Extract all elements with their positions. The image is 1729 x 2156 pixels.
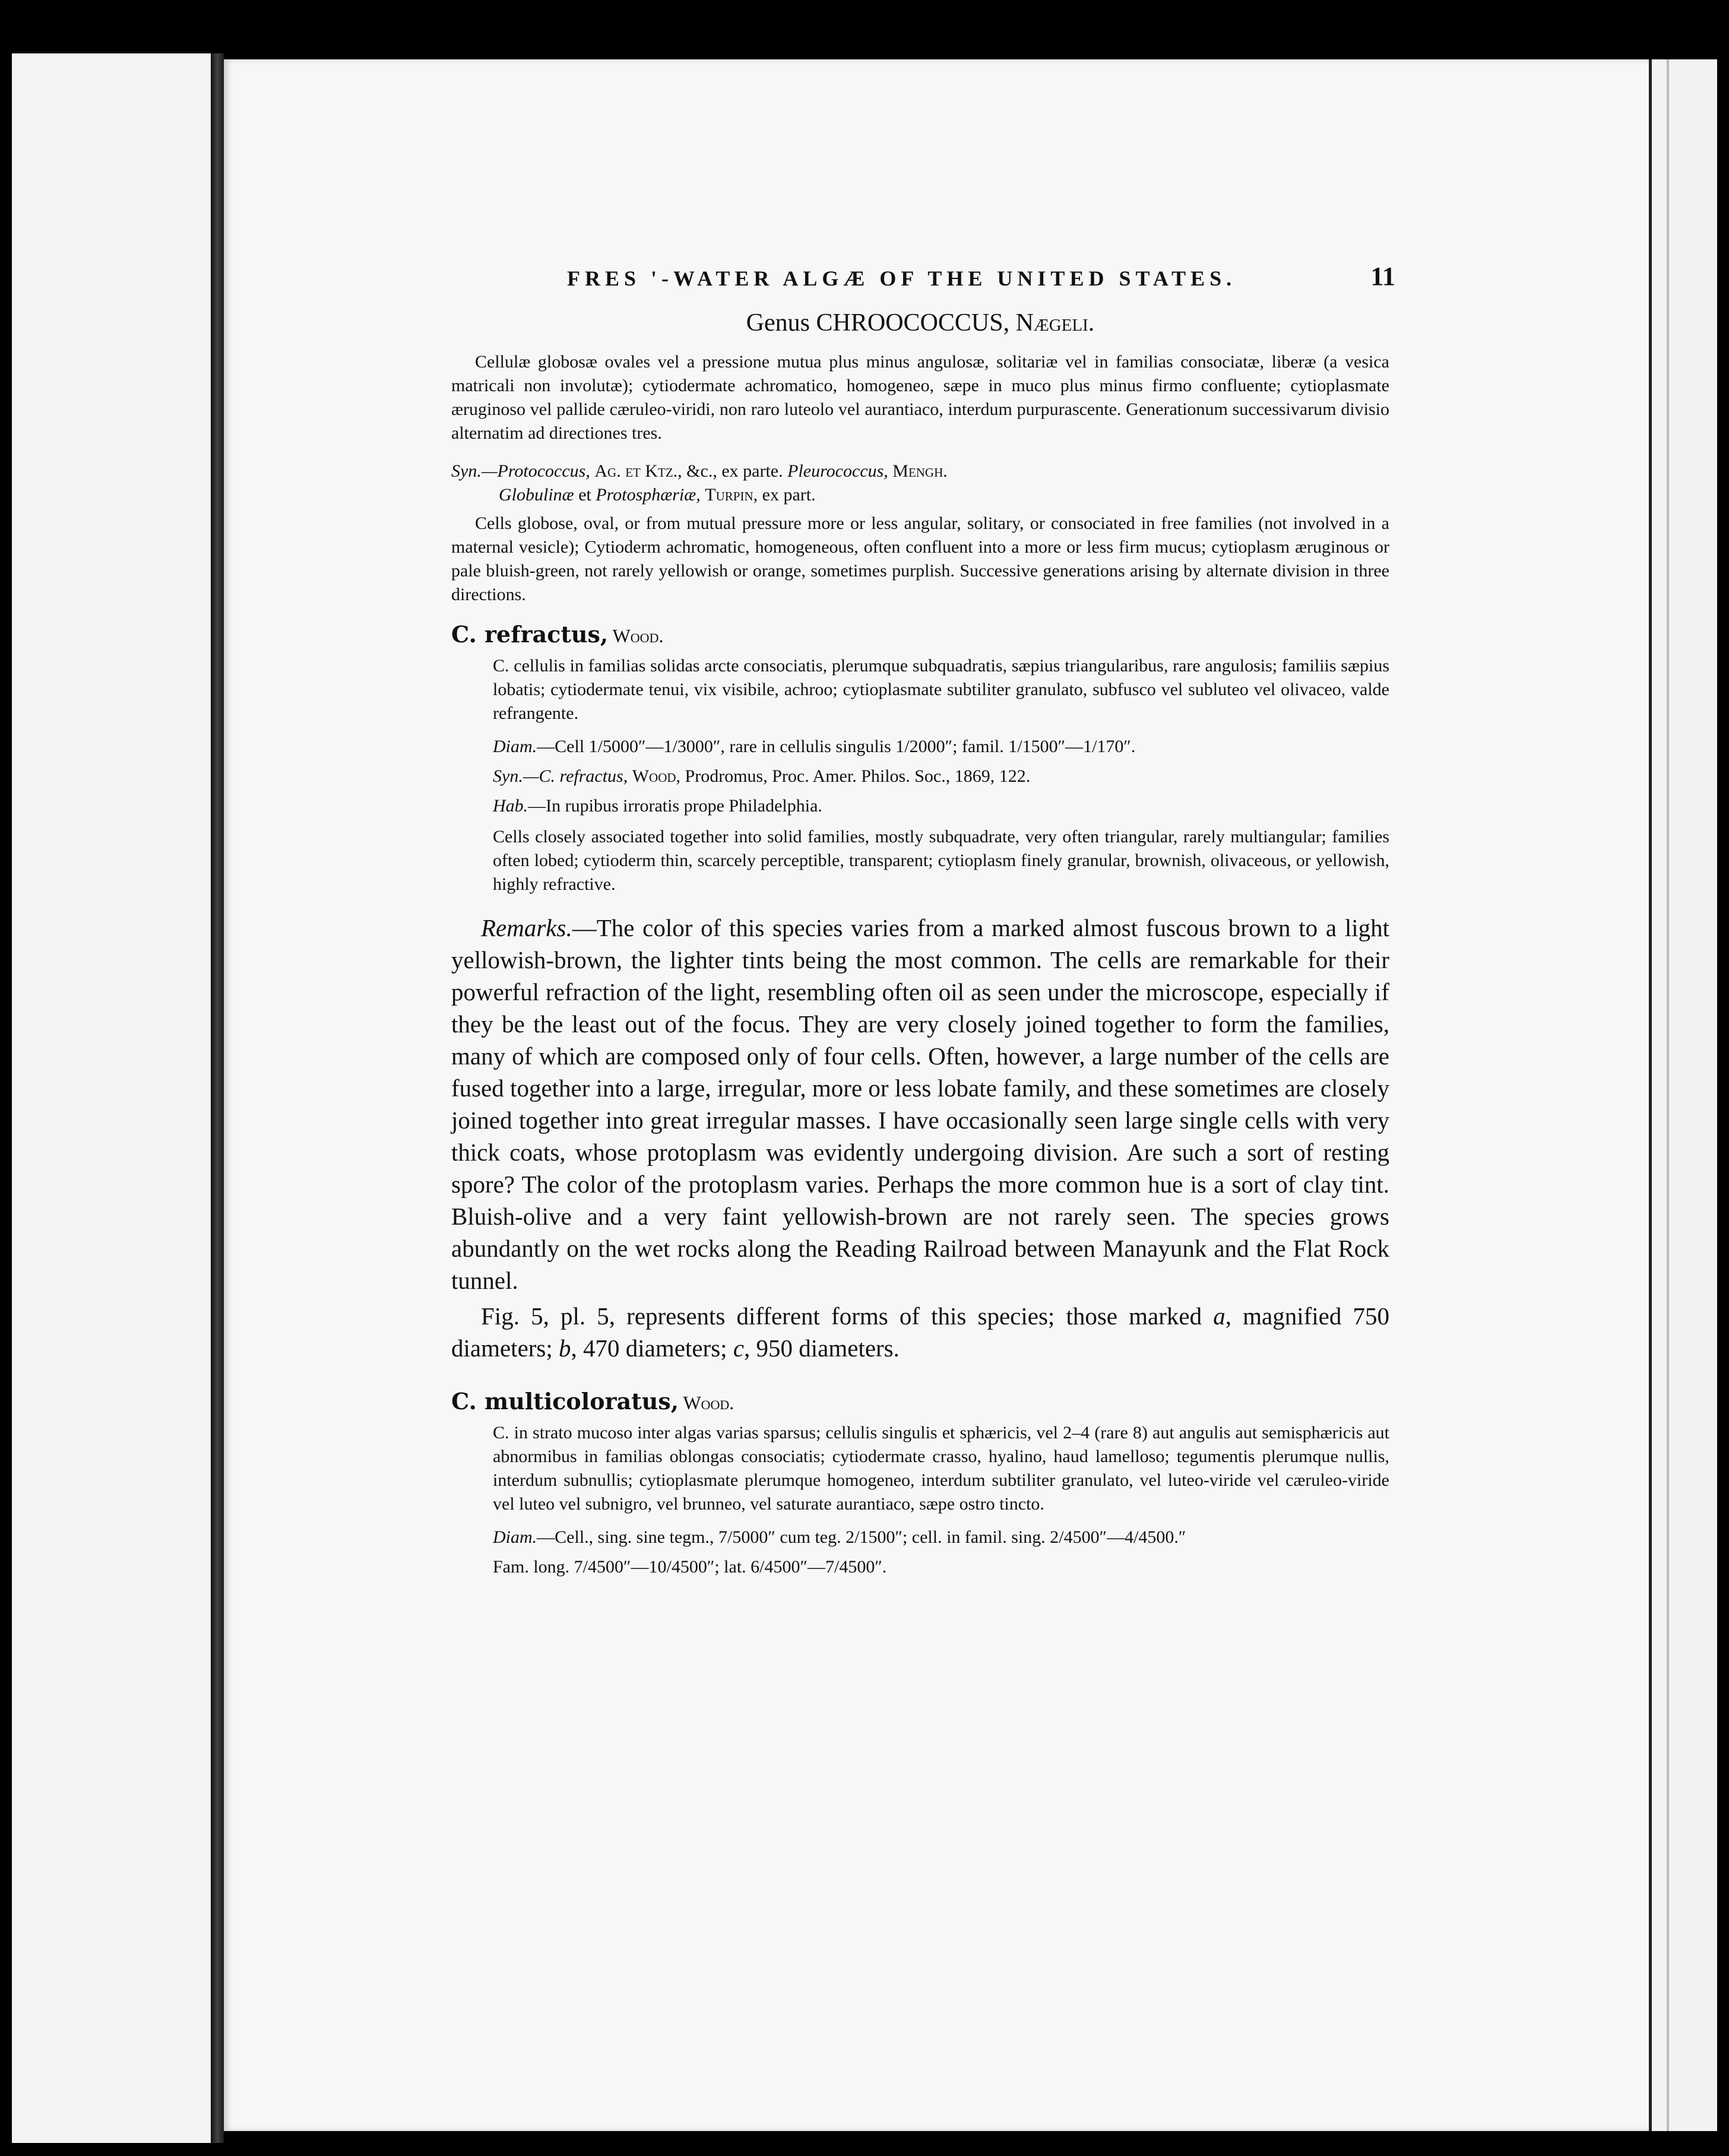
syn-line-2 xyxy=(451,483,1389,507)
diam-label: Diam. xyxy=(493,737,537,756)
species-name: C. multicoloratus, xyxy=(451,1388,679,1415)
syn-text: —C. refractus, xyxy=(522,766,632,786)
figure-paragraph xyxy=(451,1300,1389,1364)
species-authority: Wood. xyxy=(679,1392,734,1413)
diam-line xyxy=(493,734,1389,760)
remarks-label: Remarks. xyxy=(481,914,572,941)
running-head-title: FRES '-WATER ALGÆ OF THE UNITED STATES. xyxy=(567,267,1237,290)
remarks-paragraph xyxy=(451,912,1389,1296)
hab-text: —In rupibus irroratis prope Philadelphia. xyxy=(528,796,822,816)
species-heading-multicoloratus xyxy=(451,1388,1389,1415)
fig-text: , magnified 750 diameters; xyxy=(451,1302,1389,1362)
syn-text: Globulinæ xyxy=(499,485,574,505)
fig-text: , 470 diameters; xyxy=(571,1334,733,1362)
syn-text: Protosphæriæ, xyxy=(596,485,705,505)
genus-authority: Nægeli. xyxy=(1009,309,1095,337)
fig-text: Fig. 5, pl. 5, represents different forms of this species; those marked xyxy=(481,1302,1214,1330)
syn-text: , Prodromus, Proc. Amer. Philos. Soc., 1869, 122. xyxy=(676,766,1031,786)
genus-heading xyxy=(451,309,1389,337)
text-block xyxy=(451,255,1395,1584)
diam-label: Diam. xyxy=(493,1527,537,1547)
fig-text: c xyxy=(733,1334,745,1362)
fig-text: b xyxy=(559,1334,571,1362)
left-page-edge xyxy=(12,53,211,2143)
hab-line xyxy=(493,793,1389,819)
syn-author: Mengh. xyxy=(892,461,948,481)
fig-text: , 950 diameters. xyxy=(744,1334,900,1362)
genus-latin-description: Cellulæ globosæ ovales vel a pressione mutua plus minus angulosæ, solitariæ vel in familias consociatæ, liberæ (a vesica matricali non involutæ); cytiodermate achromatico, homogeneo, sæpe in muco plus minus firmo confluente; cytioplasmate æruginoso vel pallide cæruleo-viridi, non raro luteolo vel aurantiaco, interdum purpurascente. Generationum successivarum divisio alternatim ad directiones tres. xyxy=(451,352,1389,443)
species-authority: Wood. xyxy=(608,625,664,646)
genus-synonymy xyxy=(451,459,1389,507)
syn-text: , ex part. xyxy=(753,485,816,505)
species-heading-refractus xyxy=(451,621,1389,648)
hab-label: Hab. xyxy=(493,796,528,816)
species-name: C. refractus, xyxy=(451,621,609,648)
diam-line-2: Fam. long. 7/4500″—10/4500″; lat. 6/4500″—7/4500″. xyxy=(493,1557,887,1577)
genus-english-description: Cells globose, oval, or from mutual pressure more or less angular, solitary, or consociated in free families (not involved in a maternal vesicle); Cytioderm achromatic, homogeneous, often confluent into a more or less firm mucus; cytioplasm æruginous or pale bluish-green, not rarely yellowish or orange, sometimes purplish. Successive generations arising by alternate division in three directions. xyxy=(451,513,1389,604)
book-spine xyxy=(211,53,224,2143)
syn-line xyxy=(493,763,1389,790)
syn-text: Pleurococcus, xyxy=(787,461,893,481)
syn-text: et xyxy=(574,485,596,505)
syn-author: Turpin xyxy=(705,485,753,505)
right-page-edge xyxy=(1649,59,1717,2131)
species-body-multicoloratus xyxy=(451,1421,1389,1580)
syn-author: Ag. et Ktz. xyxy=(594,461,678,481)
species-latin-description: C. cellulis in familias solidas arcte consociatis, plerumque subquadratis, sæpius triangularibus, rare angulosis; familiis sæpius lobatis; cytiodermate tenui, vix visibile, achroo; cytioplasmate subtiliter granulato, subfusco vel subluteo vel olivaceo, valde refrangente. xyxy=(493,656,1389,723)
diam-line xyxy=(493,1524,1389,1551)
syn-text: , &c., ex parte. xyxy=(677,461,788,481)
syn-label: Syn. xyxy=(451,461,482,481)
fig-text: a xyxy=(1213,1302,1226,1330)
species-body-refractus xyxy=(451,654,1389,896)
syn-text: —Protococcus, xyxy=(481,461,595,481)
species-english-description: Cells closely associated together into solid families, mostly subquadrate, very often triangular, rarely multiangular; families often lobed; cytioderm thin, scarcely perceptible, transparent; cytioplasm finely granular, brownish, olivaceous, or yellowish, highly refractive. xyxy=(493,827,1389,894)
diam-text: —Cell., sing. sine tegm., 7/5000″ cum teg. 2/1500″; cell. in famil. sing. 2/4500″—4/4500.″ xyxy=(537,1527,1186,1547)
genus-prefix: Genus xyxy=(746,309,816,337)
remarks-text: —The color of this species varies from a marked almost fuscous brown to a light yellowish-brown, the lighter tints being the most common. The cells are remarkable for their powerful refraction of the light, resembling often oil as seen under the microscope, especially if they be the least out of the focus. They are very closely joined together to form the families, many of which are composed only of four cells. Often, however, a large number of the cells are fused together into a large, irregular, more or less lobate family, and these sometimes are closely joined together into great irregular masses. I have occasionally seen large single cells with very thick coats, whose protoplasm was evidently undergoing division. Are such a sort of resting spore? The color of the protoplasm varies. Perhaps the more common hue is a sort of clay tint. Bluish-olive and a very faint yellowish-brown are not rarely seen. The species grows abundantly on the wet rocks along the Reading Railroad between Manayunk and the Flat Rock tunnel. xyxy=(451,914,1389,1294)
page-number: 11 xyxy=(1370,262,1395,291)
syn-label: Syn. xyxy=(493,766,523,786)
species-latin-description: C. in strato mucoso inter algas varias sparsus; cellulis singulis et sphæricis, vel 2–4 (rare 8) aut angulis aut semisphæricis aut abnormibus in familias oblongas consociatis; cytiodermate crasso, hyalino, haud lamelloso; tegumentis plerumque nullis, interdum subnullis; cytioplasmate plerumque homogeneo, interdum subtiliter granulato, vel luteo-viride vel cæruleo-viride vel luteo vel subnigro, vel brunneo, vel saturate aurantiaco, sæpe ostro tincto. xyxy=(493,1423,1389,1514)
syn-author: Wood xyxy=(632,766,676,786)
running-head xyxy=(451,255,1395,297)
genus-name: CHROOCOCCUS, xyxy=(816,309,1010,337)
diam-text: —Cell 1/5000″—1/3000″, rare in cellulis singulis 1/2000″; famil. 1/1500″—1/170″. xyxy=(537,737,1136,756)
